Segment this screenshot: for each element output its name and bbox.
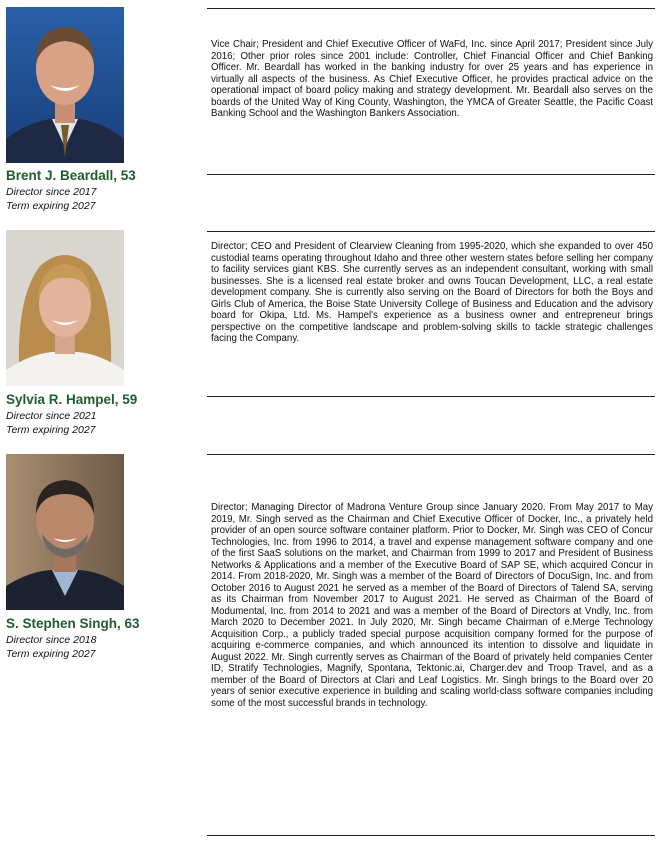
director-name: S. Stephen Singh, 63 (6, 616, 140, 631)
director-bio: Director; Managing Director of Madrona Venture Group since January 2020. From May 2017 to May 2019, Mr. Singh served as the Chairman and Chief Executive Officer of Docker, Inc., a privately held provider of an open source software container platform. Prior to Docker, Mr. Singh was CEO of Concur Technologies, Inc. from 1996 to 2014, a travel and expense management software company and one of the first SaaS solutions on the market, and Chairman from 1999 to 2017 and President of Business Networks & Applications and a member of the Executive Board of SAP SE, which acquired Concur in 2014. From 2018-2020, Mr. Singh was a member of the Board of Directors of DocuSign, Inc. and from October 2016 to August 2021 he served as a member of the Board of Directors of Talend SA, serving as its Chairman from November 2017 to August 2021. He served as Chairman of the Board of Modumental, Inc. from 2014 to 2021 and was a member of the Board of Directors at Vndly, Inc. from March 2020 to December 2021. In July 2020, Mr. Singh became Chairman of e.Merge Technology Acquisition Corp., a publicly traded special purpose acquisition company formed for the purpose of acquiring e-commerce companies, and which announced its intention to dissolve and liquidate in August 2022. Mr. Singh currently serves as Chairman of the Board of privately held companies Center ID, Stratify Technologies, Magnify, Spontana, Tektonic.ai, Charger.dev and Troop Travel, and as a member of the Board of Directors at Clari and Leaf Logistics. Mr. Singh brings to the Board over 20 years of senior executive experience in building and scaling world-class software companies including some of the most successful brands in technology. (211, 502, 653, 709)
director-name: Sylvia R. Hampel, 59 (6, 392, 138, 407)
section-divider (207, 8, 655, 9)
portrait-image (6, 230, 124, 386)
director-since: Director since 2018 (6, 634, 97, 646)
section-divider (207, 231, 655, 232)
section-divider (207, 174, 655, 175)
portrait-image (6, 454, 124, 610)
director-since: Director since 2021 (6, 410, 97, 422)
section-divider (207, 396, 655, 397)
term-expiring: Term expiring 2027 (6, 200, 96, 212)
director-since: Director since 2017 (6, 186, 97, 198)
term-expiring: Term expiring 2027 (6, 648, 96, 660)
director-photo-hampel (6, 230, 124, 386)
term-expiring: Term expiring 2027 (6, 424, 96, 436)
director-photo-beardall (6, 7, 124, 163)
director-photo-singh (6, 454, 124, 610)
section-divider (207, 835, 655, 836)
director-name: Brent J. Beardall, 53 (6, 168, 136, 183)
section-divider (207, 454, 655, 455)
portrait-image (6, 7, 124, 163)
director-bio: Vice Chair; President and Chief Executive Officer of WaFd, Inc. since April 2017; President since July 2016; Other prior roles since 2001 include: Controller, Chief Financial Officer and Chief Banking Officer. Mr. Beardall has worked in the banking industry for over 25 years and has experience in virtually all aspects of the business. As Chief Executive Officer, he provides practical advice on the operational impact of board policy making and strategy development. Mr. Beardall also serves on the boards of the United Way of King County, Washington, the YMCA of Greater Seattle, the Pacific Coast Banking School and the Washington Bankers Association. (211, 39, 653, 119)
director-bio: Director; CEO and President of Clearview Cleaning from 1995-2020, which she expanded to over 450 custodial teams operating throughout Idaho and three other western states before selling her company to facility services giant KBS. She currently serves as an independent consultant, working with small businesses. She is a licensed real estate broker and owns Toucan Development, LLC, a real estate development company. She is currently also serving on the Board of Directors for both the Boys and Girls Club of America, the Boise State University College of Business and Education and the advisory board for Okipa, Ltd. Ms. Hampel's experience as a business owner and entrepreneur brings perspective on the competitive landscape and problem-solving skills to tackle strategic challenges facing the Company. (211, 241, 653, 344)
